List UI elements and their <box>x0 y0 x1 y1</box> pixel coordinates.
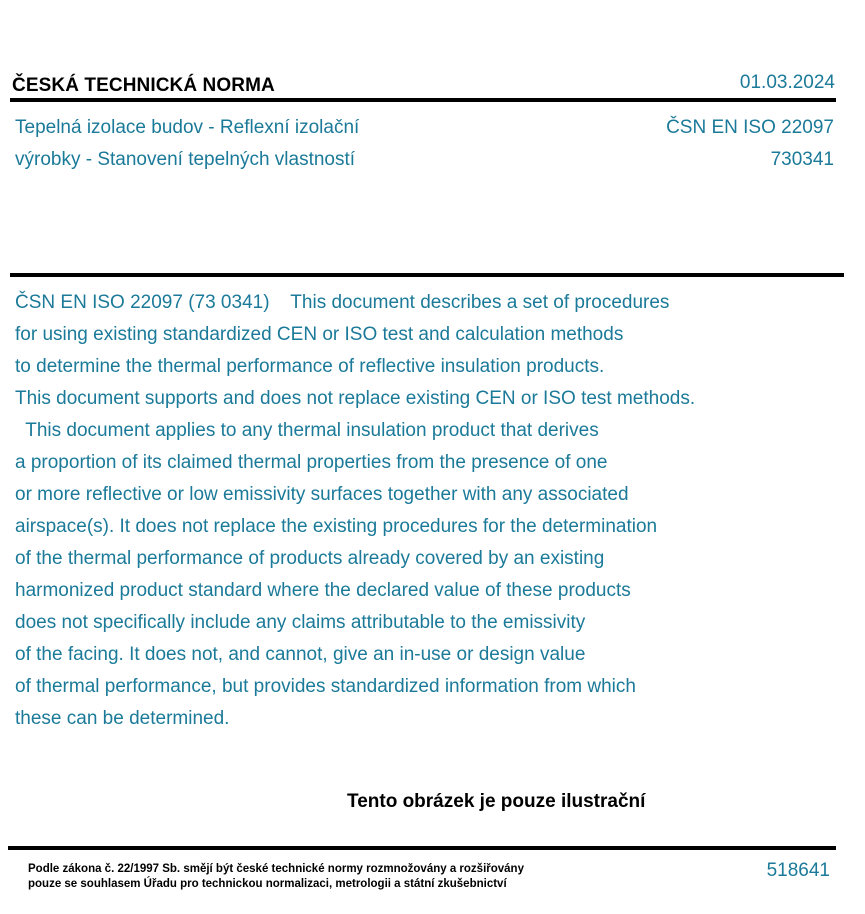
standard-title-line-1: Tepelná izolace budov - Reflexní izolační <box>15 117 360 138</box>
abstract-line: of thermal performance, but provides standardized information from which <box>15 676 636 697</box>
classification-code: 730341 <box>770 149 834 170</box>
standard-number: ČSN EN ISO 22097 <box>666 117 834 138</box>
abstract-line: or more reflective or low emissivity surfaces together with any associated <box>15 484 629 505</box>
abstract-line: to determine the thermal performance of reflective insulation products. <box>15 356 605 377</box>
abstract-line: these can be determined. <box>15 708 230 729</box>
illustrative-notice: Tento obrázek je pouze ilustrační <box>347 791 646 812</box>
section-divider <box>10 273 844 277</box>
abstract-line: of the facing. It does not, and cannot, give an in-use or design value <box>15 644 586 665</box>
abstract-line: ČSN EN ISO 22097 (73 0341) This document describes a set of procedures <box>15 292 670 313</box>
footer-divider <box>8 846 836 850</box>
abstract-line: a proportion of its claimed thermal properties from the presence of one <box>15 452 608 473</box>
abstract-line: does not specifically include any claims attributable to the emissivity <box>15 612 586 633</box>
abstract-line: This document supports and does not replace existing CEN or ISO test methods. <box>15 388 696 409</box>
standard-title-line-2: výrobky - Stanovení tepelných vlastností <box>15 149 356 170</box>
abstract-line: of the thermal performance of products already covered by an existing <box>15 548 605 569</box>
header-divider <box>10 98 836 102</box>
abstract-line: harmonized product standard where the declared value of these products <box>15 580 631 601</box>
document-code: 518641 <box>766 860 830 881</box>
legal-notice-line-1: Podle zákona č. 22/1997 Sb. smějí být české technické normy rozmnožovány a rozšiřovány <box>28 863 524 875</box>
abstract-line: for using existing standardized CEN or ISO test and calculation methods <box>15 324 624 345</box>
publication-date: 01.03.2024 <box>739 72 835 93</box>
legal-notice-line-2: pouze se souhlasem Úřadu pro technickou normalizaci, metrologii a státní zkušebnictví <box>28 878 507 890</box>
abstract-line: This document applies to any thermal insulation product that derives <box>15 420 599 441</box>
document-type-title: ČESKÁ TECHNICKÁ NORMA <box>12 75 275 96</box>
abstract-line: airspace(s). It does not replace the existing procedures for the determination <box>15 516 658 537</box>
